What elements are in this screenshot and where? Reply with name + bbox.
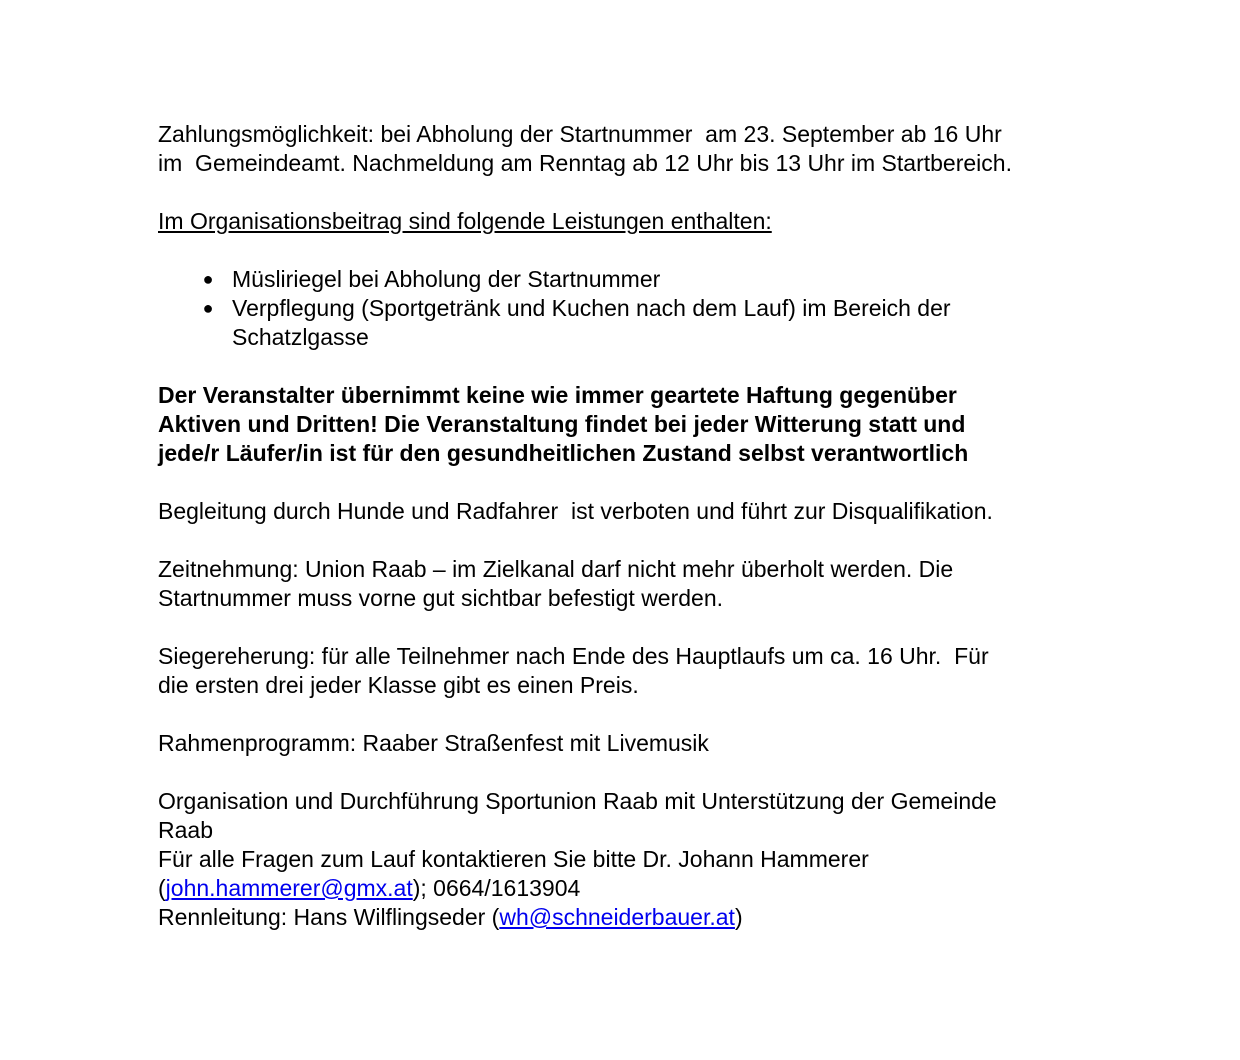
awards-line-1: Siegereherung: für alle Teilnehmer nach Ende des Hauptlaufs um ca. 16 Uhr. Für (158, 643, 989, 669)
spacer (158, 236, 1118, 265)
organisation-line-2: Raab (158, 817, 213, 843)
race-lead-prefix: Rennleitung: Hans Wilflingseder ( (158, 904, 500, 930)
spacer (158, 758, 1118, 787)
spacer (158, 613, 1118, 642)
spacer (158, 526, 1118, 555)
spacer (158, 352, 1118, 381)
escort-paragraph (158, 497, 1118, 526)
service-item-2-line-1: Verpflegung (Sportgetränk und Kuchen nach dem Lauf) im Bereich der (232, 295, 951, 321)
timing-line-2: Startnummer muss vorne gut sichtbar befestigt werden. (158, 585, 724, 611)
payment-line-1: Zahlungsmöglichkeit: bei Abholung der Startnummer am 23. September ab 16 Uhr (158, 121, 1002, 147)
awards-paragraph (158, 642, 1118, 700)
program-paragraph (158, 729, 1118, 758)
spacer (158, 700, 1118, 729)
organisation-line-1: Organisation und Durchführung Sportunion Raab mit Unterstützung der Gemeinde (158, 788, 997, 814)
program-line-1: Rahmenprogramm: Raaber Straßenfest mit Livemusik (158, 730, 709, 756)
list-item (158, 294, 1118, 352)
escort-line-1: Begleitung durch Hunde und Radfahrer ist verboten und führt zur Disqualifikation. (158, 498, 993, 524)
timing-paragraph (158, 555, 1118, 613)
bullet-icon: ● (202, 298, 214, 318)
service-item-2-line-2: Schatzlgasse (232, 324, 369, 350)
services-section (158, 207, 1118, 352)
awards-line-2: die ersten drei jeder Klasse gibt es einen Preis. (158, 672, 639, 698)
disclaimer-line-1: Der Veranstalter übernimmt keine wie immer geartete Haftung gegenüber (158, 382, 957, 408)
bullet-icon: ● (202, 269, 214, 289)
services-heading: Im Organisationsbeitrag sind folgende Leistungen enthalten: (158, 208, 772, 234)
contact-line (158, 874, 1118, 903)
spacer (158, 178, 1118, 207)
contact-email-link[interactable]: john.hammerer@gmx.at (165, 875, 413, 901)
contact-open: ( (158, 875, 166, 901)
disclaimer-paragraph (158, 381, 1118, 468)
race-lead-line (158, 903, 1118, 932)
disclaimer-line-2: Aktiven und Dritten! Die Veranstaltung findet bei jeder Witterung statt und (158, 411, 966, 437)
document-body (158, 120, 1118, 932)
timing-line-1: Zeitnehmung: Union Raab – im Zielkanal darf nicht mehr überholt werden. Die (158, 556, 954, 582)
contact-rest: ); 0664/1613904 (412, 875, 581, 901)
spacer (158, 468, 1118, 497)
organisation-paragraph (158, 787, 1118, 932)
services-list (158, 265, 1118, 352)
organisation-line-3: Für alle Fragen zum Lauf kontaktieren Sie bitte Dr. Johann Hammerer (158, 846, 869, 872)
race-lead-email-link[interactable]: wh@schneiderbauer.at (499, 904, 735, 930)
race-lead-suffix: ) (734, 904, 743, 930)
service-item-1: Müsliriegel bei Abholung der Startnummer (232, 266, 661, 292)
payment-paragraph (158, 120, 1118, 178)
disclaimer-line-3: jede/r Läufer/in ist für den gesundheitlichen Zustand selbst verantwortlich (158, 440, 969, 466)
list-item (158, 265, 1118, 294)
payment-line-2: im Gemeindeamt. Nachmeldung am Renntag ab 12 Uhr bis 13 Uhr im Startbereich. (158, 150, 1012, 176)
